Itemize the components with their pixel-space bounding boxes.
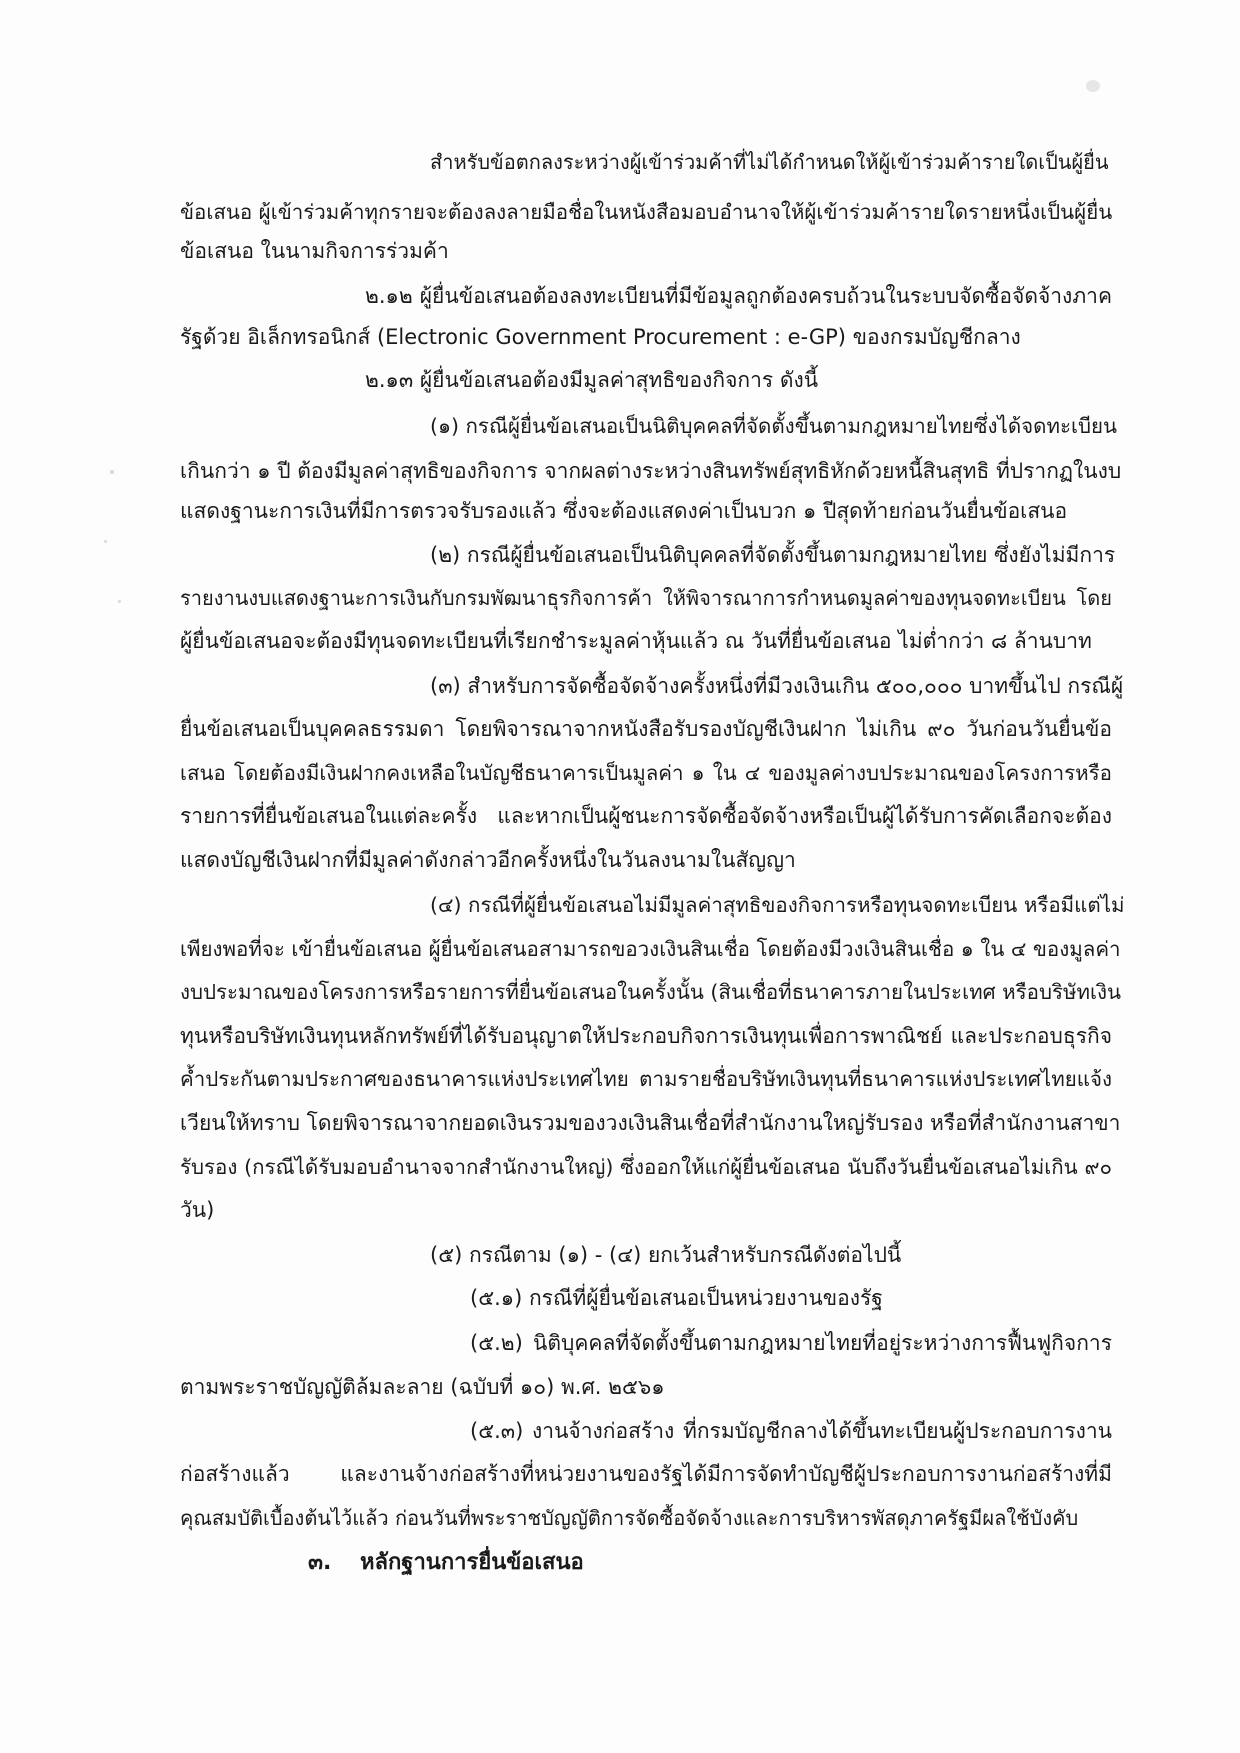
body-line: คุณสมบัติเบื้องต้นไว้แล้ว ก่อนวันที่พระราชบัญญัติการจัดซื้อจัดจ้างและการบริหารพัสดุภาครัฐมีผลใช้บังคับ bbox=[180, 1506, 1079, 1530]
body-line: ยื่นข้อเสนอเป็นบุคคลธรรมดา โดยพิจารณาจากหนังสือรับรองบัญชีเงินฝาก ไม่เกิน ๙๐ วันก่อนวันยื่นข้อ bbox=[180, 717, 1112, 741]
body-line: ๒.๑๒ ผู้ยื่นข้อเสนอต้องลงทะเบียนที่มีข้อมูลถูกต้องครบถ้วนในระบบจัดซื้อจัดจ้างภาค bbox=[365, 284, 1112, 308]
body-line: รับรอง (กรณีได้รับมอบอำนาจจากสำนักงานใหญ่) ซึ่งออกให้แก่ผู้ยื่นข้อเสนอ นับถึงวันยื่นข้อเสนอไม่เกิน ๙๐ bbox=[180, 1155, 1112, 1179]
body-line: ค้ำประกันตามประกาศของธนาคารแห่งประเทศไทย ตามรายชื่อบริษัทเงินทุนที่ธนาคารแห่งประเทศไทยแจ้ง bbox=[180, 1067, 1112, 1091]
body-line: เวียนให้ทราบ โดยพิจารณาจากยอดเงินรวมของวงเงินสินเชื่อที่สำนักงานใหญ่รับรอง หรือที่สำนักงานสาขา bbox=[180, 1111, 1121, 1135]
body-line: แสดงบัญชีเงินฝากที่มีมูลค่าดังกล่าวอีกครั้งหนึ่งในวันลงนามในสัญญา bbox=[180, 848, 796, 872]
body-line: รายงานงบแสดงฐานะการเงินกับกรมพัฒนาธุรกิจการค้า ให้พิจารณาการกำหนดมูลค่าของทุนจดทะเบียน โดย bbox=[180, 586, 1112, 610]
body-line: ก่อสร้างแล้ว และงานจ้างก่อสร้างที่หน่วยงานของรัฐได้มีการจัดทำบัญชีผู้ประกอบการงานก่อสร้างที่มี bbox=[180, 1462, 1112, 1486]
body-line: (๒) กรณีผู้ยื่นข้อเสนอเป็นนิติบุคคลที่จัดตั้งขึ้นตามกฎหมายไทย ซึ่งยังไม่มีการ bbox=[430, 543, 1116, 567]
body-line: (๕) กรณีตาม (๑) - (๔) ยกเว้นสำหรับกรณีดังต่อไปนี้ bbox=[430, 1243, 902, 1267]
body-line: ทุนหรือบริษัทเงินทุนหลักทรัพย์ที่ได้รับอนุญาตให้ประกอบกิจการเงินทุนเพื่อการพาณิชย์ และประกอบธุรกิจ bbox=[180, 1024, 1112, 1048]
body-line: ข้อเสนอ ในนามกิจการร่วมค้า bbox=[180, 239, 449, 263]
body-line: วัน) bbox=[180, 1198, 215, 1222]
body-line: แสดงฐานะการเงินที่มีการตรวจรับรองแล้ว ซึ่งจะต้องแสดงค่าเป็นบวก ๑ ปีสุดท้ายก่อนวันยื่นข้อเสนอ bbox=[180, 499, 1068, 523]
body-line: ๒.๑๓ ผู้ยื่นข้อเสนอต้องมีมูลค่าสุทธิของกิจการ ดังนี้ bbox=[365, 368, 819, 392]
body-line: สำหรับข้อตกลงระหว่างผู้เข้าร่วมค้าที่ไม่ได้กำหนดให้ผู้เข้าร่วมค้ารายใดเป็นผู้ยื่น bbox=[430, 150, 1109, 174]
scan-speck bbox=[118, 600, 121, 603]
section-number: ๓. bbox=[308, 1550, 332, 1575]
body-line: งบประมาณของโครงการหรือรายการที่ยื่นข้อเสนอในครั้งนั้น (สินเชื่อที่ธนาคารภายในประเทศ หรือบริษัทเงิน bbox=[180, 980, 1122, 1004]
body-line: รัฐด้วย อิเล็กทรอนิกส์ (Electronic Government Procurement : e-GP) ของกรมบัญชีกลาง bbox=[180, 325, 1021, 349]
body-line: ผู้ยื่นข้อเสนอจะต้องมีทุนจดทะเบียนที่เรียกชำระมูลค่าหุ้นแล้ว ณ วันที่ยื่นข้อเสนอ ไม่ต่ำกว่า ๘ ล้านบาท bbox=[180, 629, 1092, 653]
scan-speck bbox=[104, 540, 107, 543]
body-line: (๕.๑) กรณีที่ผู้ยื่นข้อเสนอเป็นหน่วยงานของรัฐ bbox=[470, 1286, 883, 1310]
body-line: เพียงพอที่จะ เข้ายื่นข้อเสนอ ผู้ยื่นข้อเสนอสามารถขอวงเงินสินเชื่อ โดยต้องมีวงเงินสินเชื่อ ๑ ใน ๔ ของมูลค่า bbox=[180, 937, 1121, 961]
body-line: (๕.๒) นิติบุคคลที่จัดตั้งขึ้นตามกฎหมายไทยที่อยู่ระหว่างการฟื้นฟูกิจการ bbox=[470, 1331, 1112, 1355]
section-title: หลักฐานการยื่นข้อเสนอ bbox=[360, 1550, 584, 1575]
body-line: ข้อเสนอ ผู้เข้าร่วมค้าทุกรายจะต้องลงลายมือชื่อในหนังสือมอบอำนาจให้ผู้เข้าร่วมค้ารายใดรายหนึ่งเป็นผู้ยื่น bbox=[180, 200, 1113, 224]
scan-speck bbox=[110, 470, 114, 474]
body-line: (๓) สำหรับการจัดซื้อจัดจ้างครั้งหนึ่งที่มีวงเงินเกิน ๕๐๐,๐๐๐ บาทขึ้นไป กรณีผู้ bbox=[430, 674, 1124, 698]
body-line: ตามพระราชบัญญัติล้มละลาย (ฉบับที่ ๑๐) พ.ศ. ๒๕๖๑ bbox=[180, 1375, 665, 1399]
scan-speck bbox=[1086, 80, 1100, 92]
body-line: รายการที่ยื่นข้อเสนอในแต่ละครั้ง และหากเป็นผู้ชนะการจัดซื้อจัดจ้างหรือเป็นผู้ได้รับการคัดเลือกจะต้อง bbox=[180, 804, 1112, 828]
body-line: (๔) กรณีที่ผู้ยื่นข้อเสนอไม่มีมูลค่าสุทธิของกิจการหรือทุนจดทะเบียน หรือมีแต่ไม่ bbox=[430, 893, 1125, 917]
body-line: เกินกว่า ๑ ปี ต้องมีมูลค่าสุทธิของกิจการ จากผลต่างระหว่างสินทรัพย์สุทธิหักด้วยหนี้สินสุทธิ ที่ปรากฏในงบ bbox=[180, 459, 1122, 483]
body-line: (๕.๓) งานจ้างก่อสร้าง ที่กรมบัญชีกลางได้ขึ้นทะเบียนผู้ประกอบการงาน bbox=[470, 1419, 1112, 1443]
body-line: (๑) กรณีผู้ยื่นข้อเสนอเป็นนิติบุคคลที่จัดตั้งขึ้นตามกฎหมายไทยซึ่งได้จดทะเบียน bbox=[430, 414, 1118, 438]
body-line: เสนอ โดยต้องมีเงินฝากคงเหลือในบัญชีธนาคารเป็นมูลค่า ๑ ใน ๔ ของมูลค่างบประมาณของโครงการหรือ bbox=[180, 761, 1112, 785]
